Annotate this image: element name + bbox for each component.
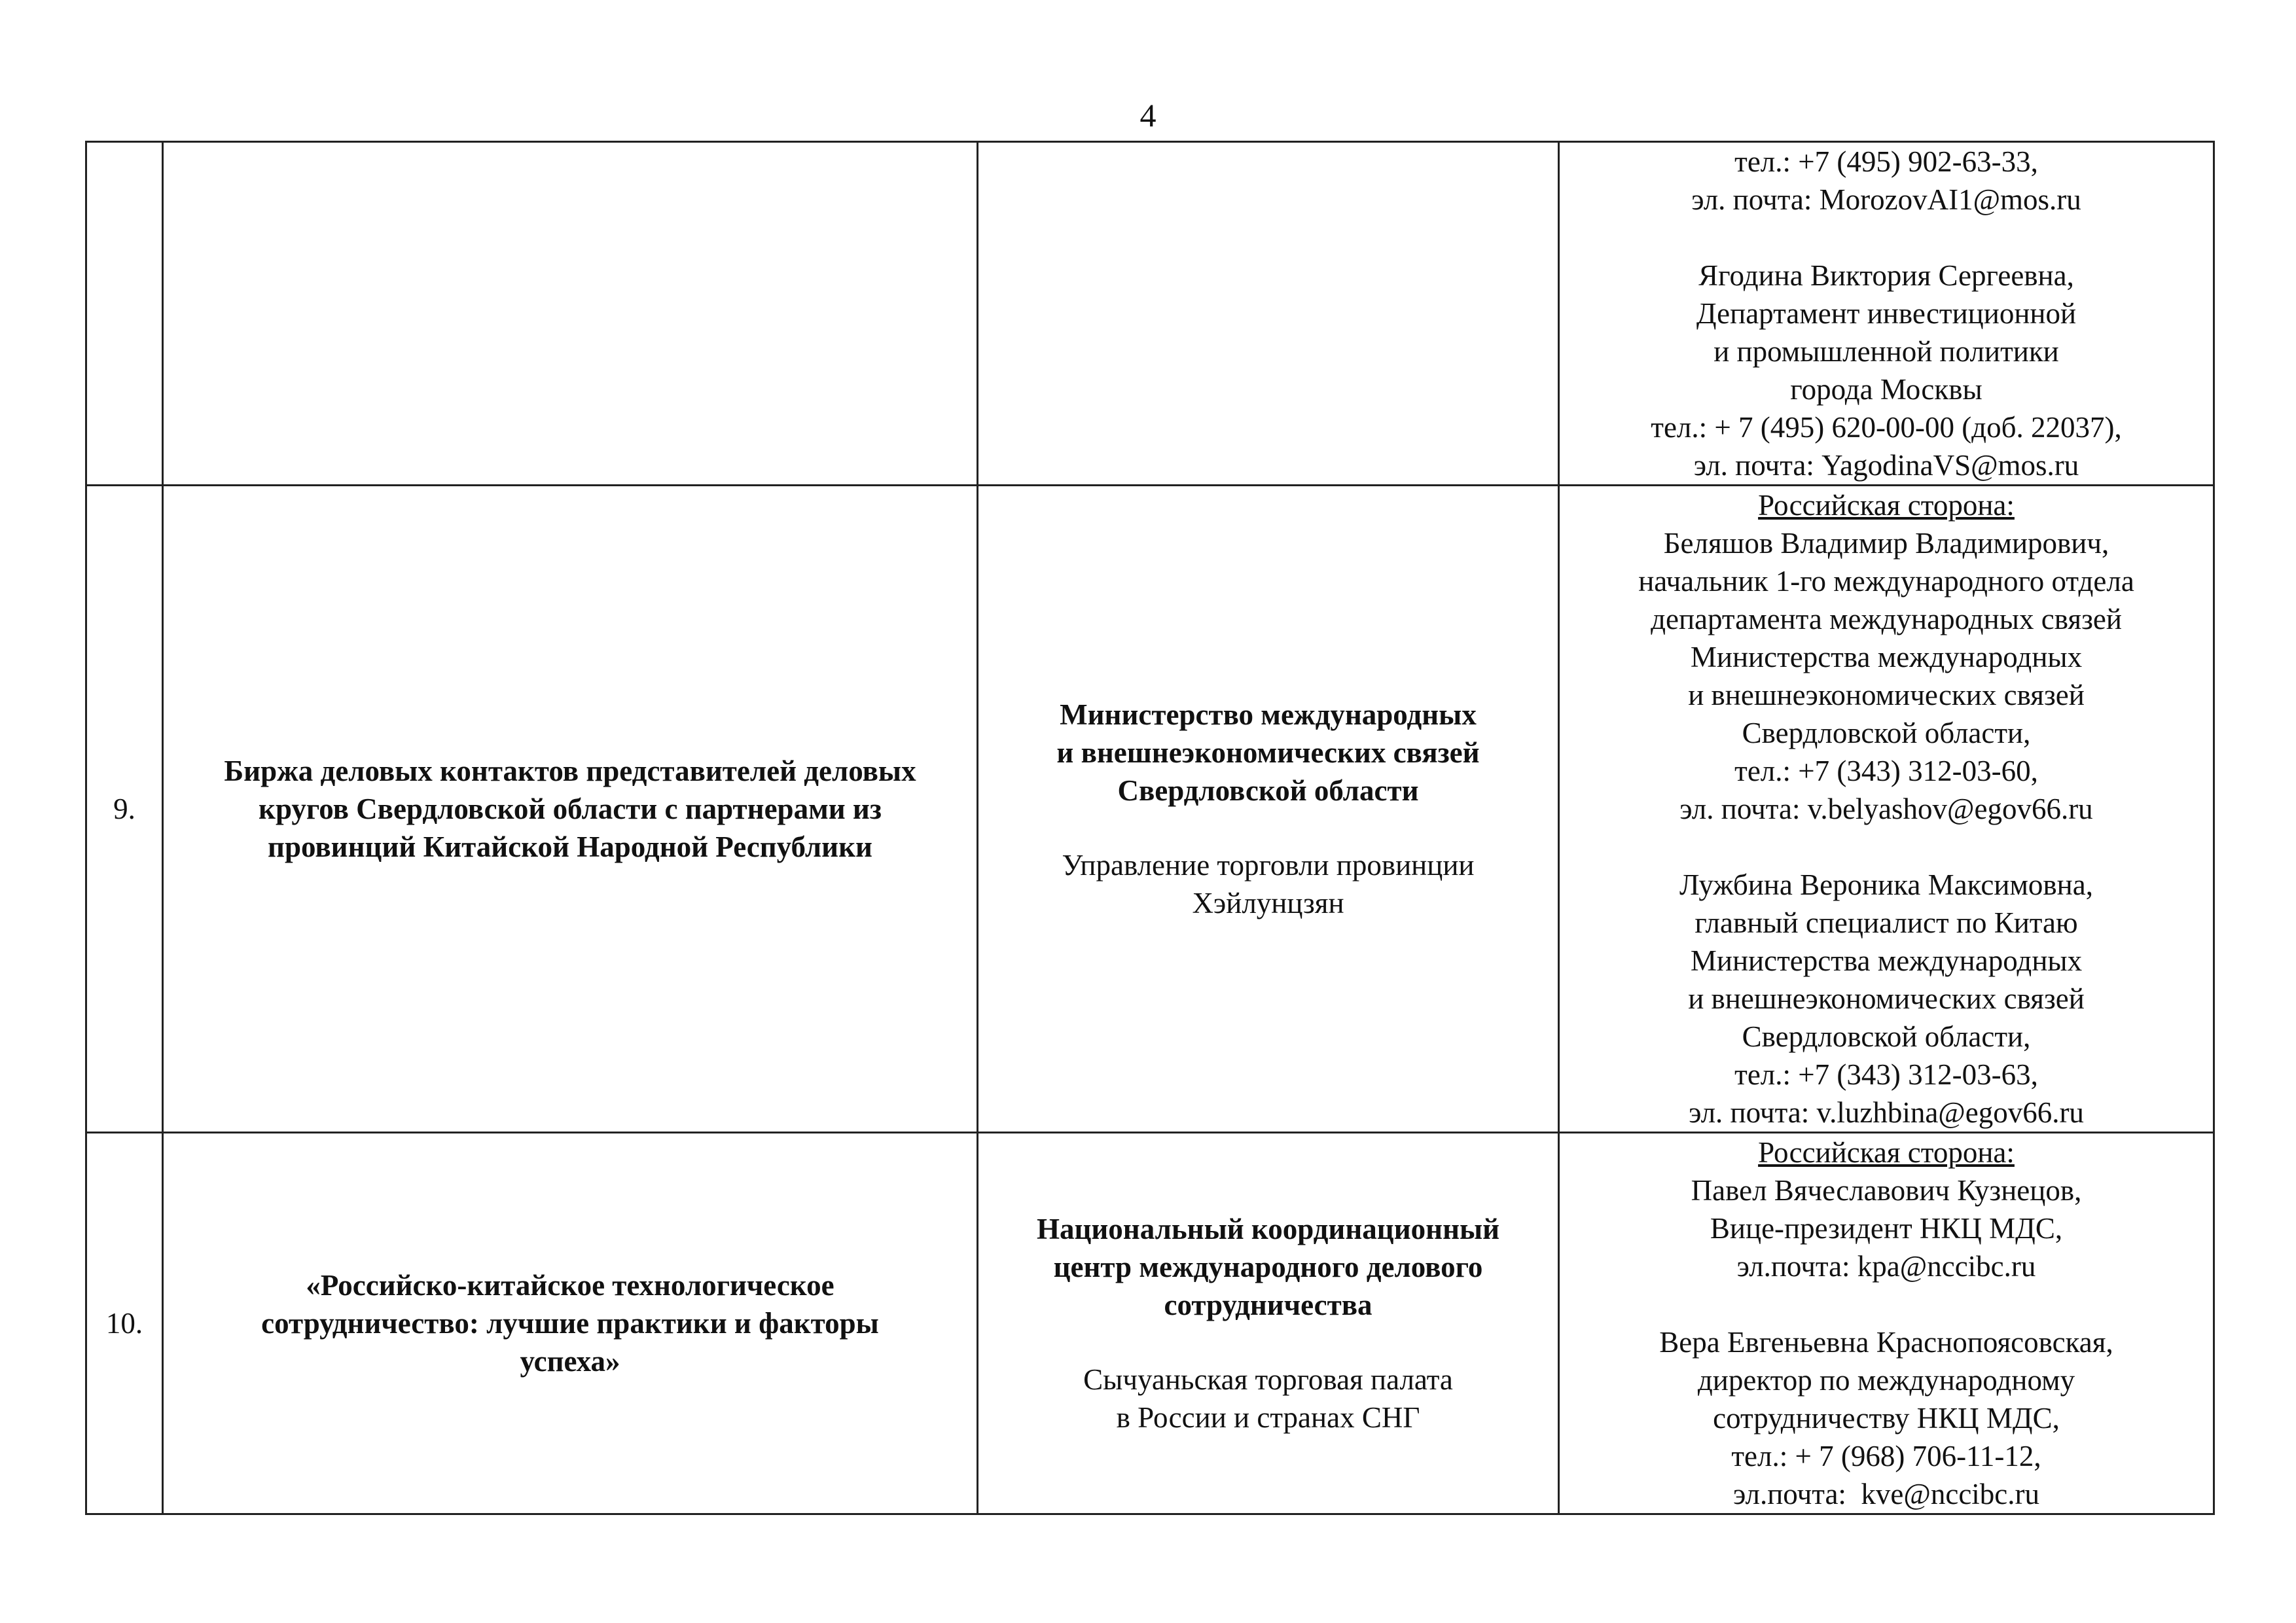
event-title-line: провинций Китайской Народной Республики	[268, 830, 872, 863]
event-title-line: Биржа деловых контактов представителей деловых	[224, 755, 916, 787]
contact-heading: Российская сторона:	[1758, 489, 2015, 522]
contact-line: департамента международных связей	[1651, 603, 2122, 635]
contact-line: директор по международному	[1697, 1364, 2075, 1397]
organizer-name-line: сотрудничества	[1164, 1289, 1372, 1321]
contact-line: сотрудничеству НКЦ МДС,	[1713, 1402, 2060, 1435]
contact-email: эл.почта: kve@nccibc.ru	[1732, 1478, 2040, 1510]
organizer-name-line: Министерство международных	[1060, 698, 1477, 731]
contact-email: эл.почта: kpa@nccibc.ru	[1736, 1250, 2036, 1283]
contact-line: и промышленной политики	[1713, 335, 2059, 368]
table-row-9	[86, 486, 2214, 1133]
contact-line: главный специалист по Китаю	[1695, 906, 2078, 939]
table-row-continuation	[86, 142, 2214, 486]
organizer-cell	[978, 142, 1559, 486]
contact-phone: тел.: + 7 (495) 620-00-00 (доб. 22037),	[1651, 411, 2122, 444]
contact-heading: Российская сторона:	[1758, 1136, 2015, 1169]
partner-organizer-line: Хэйлунцзян	[1192, 887, 1344, 919]
contact-line: Свердловской области,	[1742, 1020, 2031, 1053]
table-row-10	[86, 1133, 2214, 1514]
event-title-line: «Российско-китайское технологическое	[306, 1269, 834, 1302]
contact-phone: тел.: +7 (343) 312-03-60,	[1734, 755, 2038, 787]
row-number-cell: 9.	[86, 486, 163, 1133]
contact-line: и внешнеэкономических связей	[1688, 982, 2085, 1015]
page-number: 4	[1139, 97, 1157, 134]
organizer-cell	[978, 486, 1559, 1133]
contact-email: эл. почта: YagodinaVS@mos.ru	[1693, 449, 2079, 482]
partner-organizer-line: в России и странах СНГ	[1116, 1401, 1420, 1434]
contact-person-name: Вера Евгеньевна Краснопоясовская,	[1659, 1326, 2113, 1359]
partner-organizer-line: Управление торговли провинции	[1062, 849, 1475, 882]
contact-email: эл. почта: v.luzhbina@egov66.ru	[1689, 1096, 2084, 1129]
partner-organizer-line: Сычуаньская торговая палата	[1083, 1363, 1453, 1396]
row-number-cell: 10.	[86, 1133, 163, 1514]
organizer-name-line: центр международного делового	[1053, 1251, 1483, 1283]
event-title-line: успеха»	[520, 1345, 620, 1378]
event-cell	[163, 142, 978, 486]
contact-person-name: Лужбина Вероника Максимовна,	[1679, 868, 2093, 901]
organizer-name-line: Свердловской области	[1117, 774, 1419, 807]
contact-email: эл. почта: MorozovAI1@mos.ru	[1691, 183, 2081, 216]
organizer-name-line: Национальный координационный	[1036, 1213, 1500, 1245]
contact-email: эл. почта: v.belyashov@egov66.ru	[1679, 793, 2093, 825]
organizer-cell	[978, 1133, 1559, 1514]
organizer-name-line: и внешнеэкономических связей	[1056, 736, 1480, 769]
contact-line: тел.: +7 (495) 902-63-33,	[1734, 145, 2038, 178]
contact-line: начальник 1-го международного отдела	[1638, 565, 2134, 597]
event-cell	[163, 486, 978, 1133]
contact-cell	[1559, 486, 2214, 1133]
contact-person-name: Ягодина Виктория Сергеевна,	[1698, 259, 2074, 292]
event-cell	[163, 1133, 978, 1514]
row-number-cell	[86, 142, 163, 486]
events-table	[85, 141, 2215, 1515]
contact-line: Министерства международных	[1690, 641, 2083, 673]
contact-line: Свердловской области,	[1742, 717, 2031, 749]
contact-cell	[1559, 142, 2214, 486]
contact-line: Департамент инвестиционной	[1696, 297, 2077, 330]
contact-person-name: Павел Вячеславович Кузнецов,	[1691, 1174, 2082, 1207]
contact-phone: тел.: + 7 (968) 706-11-12,	[1731, 1440, 2041, 1472]
event-title-line: кругов Свердловской области с партнерами из	[259, 793, 882, 825]
contact-person-name: Беляшов Владимир Владимирович,	[1663, 527, 2109, 560]
contact-line: Министерства международных	[1690, 944, 2083, 977]
contact-line: и внешнеэкономических связей	[1688, 679, 2085, 711]
contact-phone: тел.: +7 (343) 312-03-63,	[1734, 1058, 2038, 1091]
contact-cell	[1559, 1133, 2214, 1514]
contact-line: города Москвы	[1790, 373, 1982, 406]
event-title-line: сотрудничество: лучшие практики и факторы	[261, 1307, 879, 1340]
contact-line: Вице-президент НКЦ МДС,	[1710, 1212, 2063, 1245]
